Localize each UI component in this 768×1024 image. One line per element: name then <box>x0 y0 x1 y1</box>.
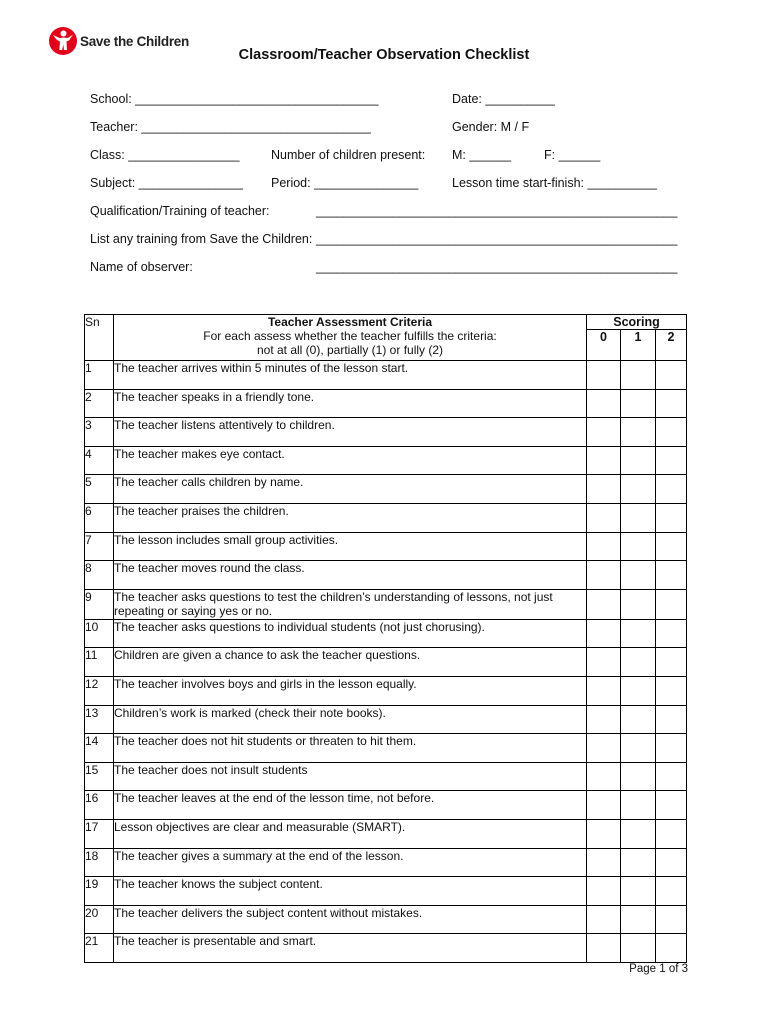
row-number: 4 <box>85 446 114 475</box>
score-2-cell[interactable] <box>656 561 687 590</box>
table-row <box>85 819 687 848</box>
score-0-cell[interactable] <box>587 619 621 648</box>
row-number: 6 <box>85 503 114 532</box>
row-number: 19 <box>85 877 114 906</box>
score-0-cell[interactable] <box>587 446 621 475</box>
score-2-cell[interactable] <box>656 877 687 906</box>
criterion-text: The teacher makes eye contact. <box>114 446 587 475</box>
criterion-text: The teacher knows the subject content. <box>114 877 587 906</box>
score-0-cell[interactable] <box>587 648 621 677</box>
criterion-text: The teacher asks questions to individual students (not just chorusing). <box>114 619 587 648</box>
score-1-cell[interactable] <box>621 877 656 906</box>
gender-field[interactable]: Gender: M / F <box>452 120 530 134</box>
training-label: List any training from Save the Children: <box>90 232 313 246</box>
score-1-cell[interactable] <box>621 589 656 619</box>
criteria-header <box>114 315 587 361</box>
criterion-text: Lesson objectives are clear and measurable (SMART). <box>114 819 587 848</box>
score-1-cell[interactable] <box>621 819 656 848</box>
row-number: 3 <box>85 418 114 447</box>
score-2-cell[interactable] <box>656 589 687 619</box>
score-0-cell[interactable] <box>587 934 621 963</box>
score-1-cell[interactable] <box>621 648 656 677</box>
score-0-cell[interactable] <box>587 475 621 504</box>
criterion-text: The teacher involves boys and girls in the lesson equally. <box>114 676 587 705</box>
org-name: Save the Children <box>80 33 189 49</box>
row-number: 20 <box>85 905 114 934</box>
table-row <box>85 676 687 705</box>
score-0-cell[interactable] <box>587 877 621 906</box>
table-row <box>85 848 687 877</box>
criterion-text: The teacher praises the children. <box>114 503 587 532</box>
criterion-text: The teacher calls children by name. <box>114 475 587 504</box>
male-count-field[interactable]: M: ______ <box>452 148 512 162</box>
class-field[interactable]: Class: ________________ <box>90 148 240 162</box>
score-0-cell[interactable] <box>587 589 621 619</box>
score-0-cell[interactable] <box>587 532 621 561</box>
score-2-cell[interactable] <box>656 676 687 705</box>
table-row <box>85 877 687 906</box>
score-1-cell[interactable] <box>621 676 656 705</box>
observer-label: Name of observer: <box>90 260 193 274</box>
criterion-text: The teacher asks questions to test the children’s understanding of lessons, not just repeating or saying yes or no. <box>114 589 587 619</box>
female-count-field[interactable]: F: ______ <box>544 148 601 162</box>
criterion-text: The teacher arrives within 5 minutes of the lesson start. <box>114 361 587 390</box>
criterion-text: The teacher leaves at the end of the lesson time, not before. <box>114 791 587 820</box>
criterion-text: The teacher delivers the subject content without mistakes. <box>114 905 587 934</box>
score-1-cell[interactable] <box>621 619 656 648</box>
score-1-header: 1 <box>621 330 656 361</box>
sn-header: Sn <box>85 315 114 361</box>
score-2-cell[interactable] <box>656 762 687 791</box>
row-number: 1 <box>85 361 114 390</box>
criterion-text: The teacher gives a summary at the end of the lesson. <box>114 848 587 877</box>
score-0-cell[interactable] <box>587 734 621 763</box>
score-1-cell[interactable] <box>621 905 656 934</box>
score-1-cell[interactable] <box>621 705 656 734</box>
row-number: 17 <box>85 819 114 848</box>
score-2-cell[interactable] <box>656 905 687 934</box>
criterion-text: The teacher does not hit students or threaten to hit them. <box>114 734 587 763</box>
page-number: Page 1 of 3 <box>629 963 688 975</box>
table-row <box>85 705 687 734</box>
row-number: 11 <box>85 648 114 677</box>
subject-field[interactable]: Subject: _______________ <box>90 176 243 190</box>
page-title: Classroom/Teacher Observation Checklist <box>238 47 530 63</box>
row-number: 16 <box>85 791 114 820</box>
observer-input-line[interactable]: ____________________________________________________ <box>316 260 678 274</box>
row-number: 13 <box>85 705 114 734</box>
qualification-label: Qualification/Training of teacher: <box>90 204 270 218</box>
score-0-cell[interactable] <box>587 676 621 705</box>
score-1-cell[interactable] <box>621 475 656 504</box>
row-number: 14 <box>85 734 114 763</box>
score-0-cell[interactable] <box>587 561 621 590</box>
score-0-cell[interactable] <box>587 791 621 820</box>
table-row <box>85 361 687 390</box>
score-0-cell[interactable] <box>587 418 621 447</box>
score-1-cell[interactable] <box>621 446 656 475</box>
row-number: 18 <box>85 848 114 877</box>
score-0-cell[interactable] <box>587 361 621 390</box>
score-1-cell[interactable] <box>621 791 656 820</box>
score-2-cell[interactable] <box>656 389 687 418</box>
training-input-line[interactable]: ____________________________________________________ <box>316 232 678 246</box>
table-row <box>85 589 687 619</box>
score-2-cell[interactable] <box>656 619 687 648</box>
row-number: 12 <box>85 676 114 705</box>
score-0-cell[interactable] <box>587 848 621 877</box>
row-number: 8 <box>85 561 114 590</box>
period-field[interactable]: Period: _______________ <box>271 176 419 190</box>
score-2-header: 2 <box>656 330 687 361</box>
criterion-text: The teacher does not insult students <box>114 762 587 791</box>
table-row <box>85 934 687 963</box>
score-0-cell[interactable] <box>587 705 621 734</box>
num-children-label: Number of children present: <box>271 148 426 162</box>
table-row <box>85 619 687 648</box>
criterion-text: The teacher moves round the class. <box>114 561 587 590</box>
score-1-cell[interactable] <box>621 734 656 763</box>
row-number: 2 <box>85 389 114 418</box>
table-row <box>85 475 687 504</box>
score-2-cell[interactable] <box>656 819 687 848</box>
table-row <box>85 791 687 820</box>
score-2-cell[interactable] <box>656 503 687 532</box>
row-number: 10 <box>85 619 114 648</box>
score-2-cell[interactable] <box>656 446 687 475</box>
table-row <box>85 389 687 418</box>
row-number: 9 <box>85 589 114 619</box>
criteria-instruction-1: For each assess whether the teacher fulfills the criteria: <box>203 329 497 343</box>
score-0-header: 0 <box>587 330 621 361</box>
table-row <box>85 418 687 447</box>
score-1-cell[interactable] <box>621 418 656 447</box>
score-0-cell[interactable] <box>587 762 621 791</box>
criterion-text: The teacher listens attentively to children. <box>114 418 587 447</box>
qualification-input-line[interactable]: ____________________________________________________ <box>316 204 678 218</box>
score-2-cell[interactable] <box>656 648 687 677</box>
score-1-cell[interactable] <box>621 503 656 532</box>
table-row <box>85 503 687 532</box>
criterion-text: The teacher is presentable and smart. <box>114 934 587 963</box>
row-number: 15 <box>85 762 114 791</box>
score-2-cell[interactable] <box>656 532 687 561</box>
scoring-header: Scoring <box>587 315 687 330</box>
score-2-cell[interactable] <box>656 475 687 504</box>
criterion-text: The lesson includes small group activities. <box>114 532 587 561</box>
table-row <box>85 905 687 934</box>
score-2-cell[interactable] <box>656 791 687 820</box>
table-row <box>85 532 687 561</box>
criterion-text: Children’s work is marked (check their note books). <box>114 705 587 734</box>
teacher-field[interactable]: Teacher: _________________________________ <box>90 120 371 134</box>
criteria-instruction-2: not at all (0), partially (1) or fully (2) <box>256 343 444 357</box>
table-row <box>85 734 687 763</box>
score-0-cell[interactable] <box>587 503 621 532</box>
score-1-cell[interactable] <box>621 848 656 877</box>
criteria-title: Teacher Assessment Criteria <box>267 315 433 329</box>
criterion-text: Children are given a chance to ask the teacher questions. <box>114 648 587 677</box>
row-number: 21 <box>85 934 114 963</box>
score-2-cell[interactable] <box>656 848 687 877</box>
score-1-cell[interactable] <box>621 934 656 963</box>
score-2-cell[interactable] <box>656 418 687 447</box>
assessment-table <box>84 314 687 963</box>
score-2-cell[interactable] <box>656 934 687 963</box>
lesson-time-field[interactable]: Lesson time start-finish: __________ <box>452 176 657 190</box>
score-0-cell[interactable] <box>587 819 621 848</box>
table-row <box>85 648 687 677</box>
score-0-cell[interactable] <box>587 905 621 934</box>
row-number: 5 <box>85 475 114 504</box>
score-0-cell[interactable] <box>587 389 621 418</box>
score-2-cell[interactable] <box>656 705 687 734</box>
score-1-cell[interactable] <box>621 361 656 390</box>
score-1-cell[interactable] <box>621 762 656 791</box>
criteria-rows <box>85 361 687 963</box>
date-field[interactable]: Date: __________ <box>452 92 555 106</box>
school-field[interactable]: School: ___________________________________ <box>90 92 379 106</box>
score-1-cell[interactable] <box>621 389 656 418</box>
score-2-cell[interactable] <box>656 361 687 390</box>
criterion-text: The teacher speaks in a friendly tone. <box>114 389 587 418</box>
score-2-cell[interactable] <box>656 734 687 763</box>
score-1-cell[interactable] <box>621 532 656 561</box>
score-1-cell[interactable] <box>621 561 656 590</box>
table-row <box>85 446 687 475</box>
table-row <box>85 561 687 590</box>
table-row <box>85 762 687 791</box>
row-number: 7 <box>85 532 114 561</box>
